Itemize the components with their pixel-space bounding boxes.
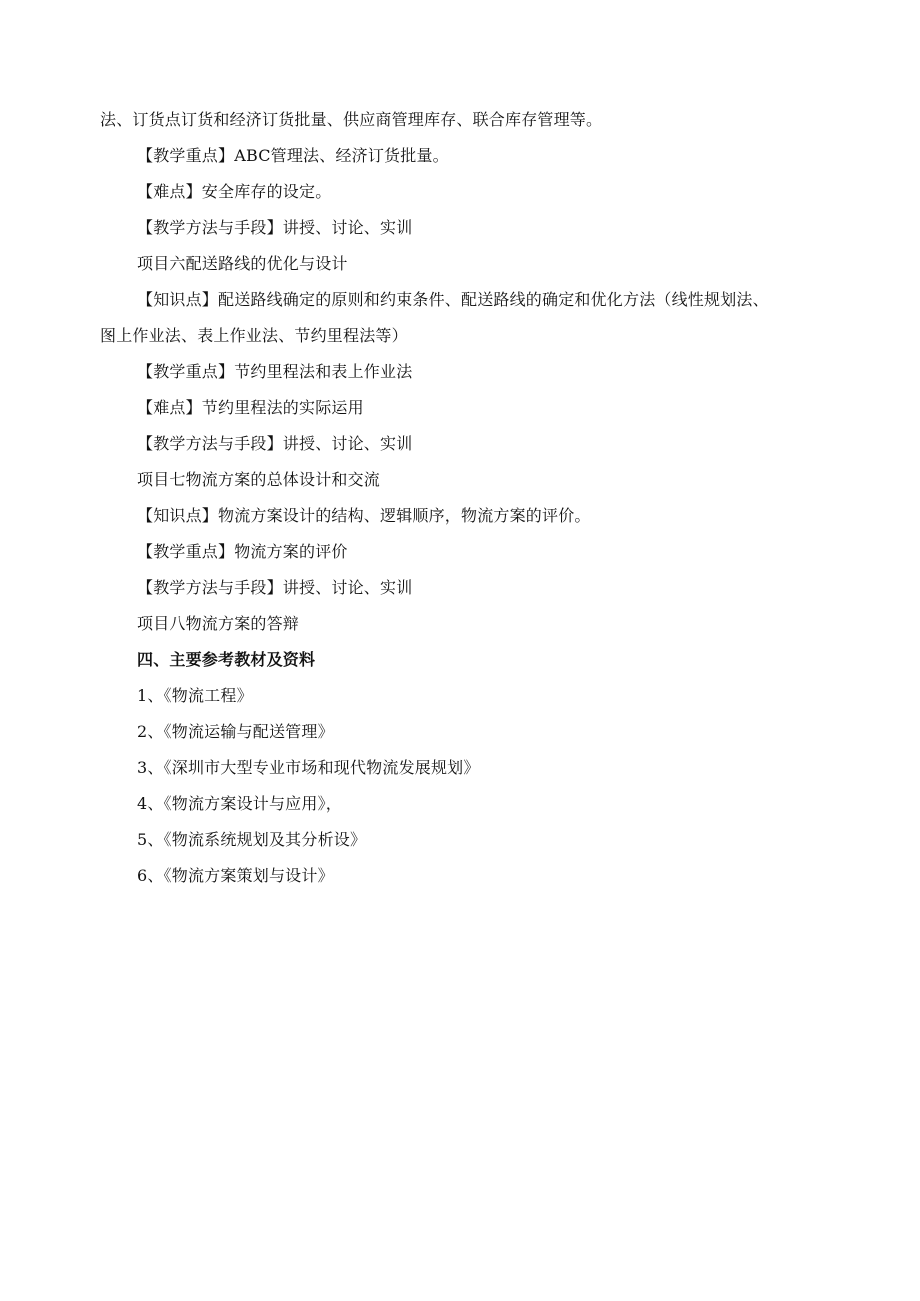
reference-item: 1、《物流工程》: [137, 686, 253, 705]
teaching-method: 【教学方法与手段】讲授、讨论、实训: [137, 218, 413, 237]
reference-item: 6、《物流方案策划与设计》: [137, 866, 334, 885]
reference-item: 5、《物流系统规划及其分析设》: [137, 830, 367, 849]
teaching-method: 【教学方法与手段】讲授、讨论、实训: [137, 578, 413, 597]
teaching-focus: 【教学重点】物流方案的评价: [137, 542, 348, 561]
paragraph-continuation: 法、订货点订货和经济订货批量、供应商管理库存、联合库存管理等。: [100, 110, 603, 129]
teaching-focus: 【教学重点】节约里程法和表上作业法: [137, 362, 413, 381]
difficulty: 【难点】安全库存的设定。: [137, 182, 332, 201]
teaching-focus: 【教学重点】ABC管理法、经济订货批量。: [137, 146, 449, 165]
project-heading: 项目八物流方案的答辩: [137, 614, 300, 633]
difficulty: 【难点】节约里程法的实际运用: [137, 398, 364, 417]
knowledge-points: 【知识点】配送路线确定的原则和约束条件、配送路线的确定和优化方法（线性规划法、: [137, 290, 769, 309]
reference-item: 4、《物流方案设计与应用》，: [137, 794, 342, 813]
section-heading: 四、主要参考教材及资料: [137, 650, 316, 669]
project-heading: 项目六配送路线的优化与设计: [137, 254, 348, 273]
knowledge-points: 【知识点】物流方案设计的结构、逻辑顺序，物流方案的评价。: [137, 506, 591, 525]
reference-item: 2、《物流运输与配送管理》: [137, 722, 334, 741]
knowledge-points-continued: 图上作业法、表上作业法、节约里程法等）: [100, 326, 408, 345]
project-heading: 项目七物流方案的总体设计和交流: [137, 470, 381, 489]
reference-item: 3、《深圳市大型专业市场和现代物流发展规划》: [137, 758, 480, 777]
teaching-method: 【教学方法与手段】讲授、讨论、实训: [137, 434, 413, 453]
